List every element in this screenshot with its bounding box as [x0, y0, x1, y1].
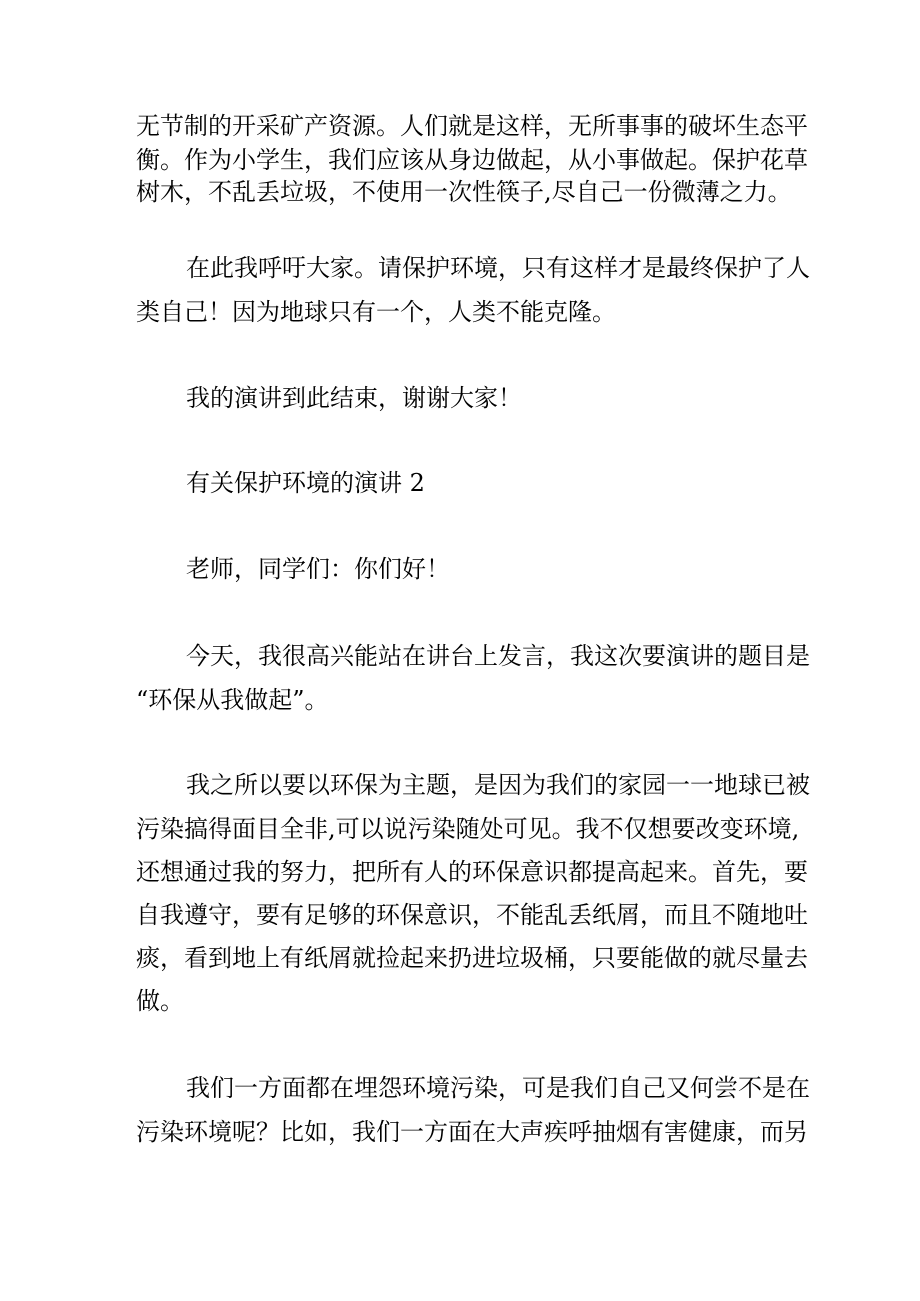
text-line: 污染搞得面目全非,可以说污染随处可见。我不仅想要改变环境, — [136, 815, 800, 843]
text-line: 做。 — [136, 987, 184, 1015]
text-line: 类自己！因为地球只有一个，人类不能克隆。 — [136, 298, 616, 326]
text-line: 树木，不乱丢垃圾，不使用一次性筷子,尽自己一份微薄之力。 — [136, 178, 792, 206]
text-line: 在此我呼吁大家。请保护环境，只有这样才是最终保护了人 — [186, 254, 810, 282]
greeting-line: 老师，同学们：你们好！ — [186, 555, 450, 583]
text-line: 衡。作为小学生，我们应该从身边做起，从小事做起。保护花草 — [136, 146, 808, 174]
section-heading: 有关保护环境的演讲 2 — [186, 469, 425, 497]
text-line: 痰，看到地上有纸屑就捡起来扔进垃圾桶，只要能做的就尽量去 — [136, 944, 808, 972]
text-line: 污染环境呢？比如，我们一方面在大声疾呼抽烟有害健康，而另 — [136, 1118, 808, 1146]
text-line: “环保从我做起”。 — [136, 686, 329, 714]
text-line: 自我遵守，要有足够的环保意识，不能乱丢纸屑，而且不随地吐 — [136, 901, 808, 929]
text-line: 我之所以要以环保为主题，是因为我们的家园一一地球已被 — [186, 771, 810, 799]
text-line: 我们一方面都在埋怨环境污染，可是我们自己又何尝不是在 — [186, 1074, 810, 1102]
text-line: 无节制的开采矿产资源。人们就是这样，无所事事的破坏生态平 — [136, 112, 808, 140]
closing-line: 我的演讲到此结束，谢谢大家！ — [186, 384, 522, 412]
text-line: 还想通过我的努力，把所有人的环保意识都提高起来。首先，要 — [136, 858, 808, 886]
text-line: 今天，我很高兴能站在讲台上发言，我这次要演讲的题目是 — [186, 642, 810, 670]
